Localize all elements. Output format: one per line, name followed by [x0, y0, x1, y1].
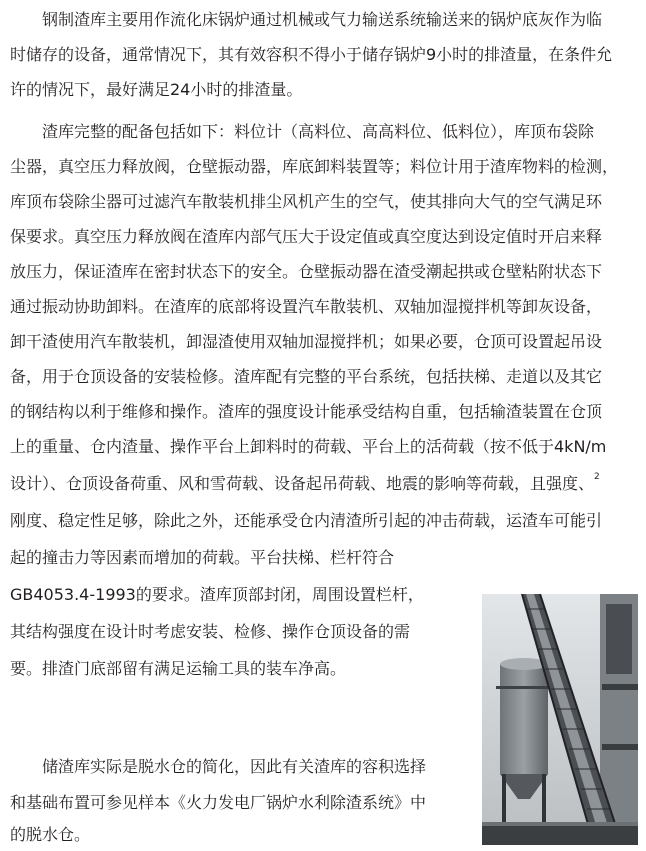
conveyor-silo-illustration: [482, 594, 638, 845]
paragraph-2-line-3: 库顶布袋除尘器可过滤汽车散装机排尘风机产生的空气，使其排向大气的空气满足环: [10, 192, 603, 211]
paragraph-3-line-2: 和基础布置可参见样本《火力发电厂锅炉水利除渣系统》中: [10, 793, 427, 812]
superscript-unit: 2: [594, 471, 600, 482]
paragraph-1-line-3: 许的情况下，最好满足24小时的排渣量。: [10, 80, 303, 99]
paragraph-2-line-16: 要。排渣门底部留有满足运输工具的装车净高。: [10, 659, 347, 678]
paragraph-2-line-9: 的钢结构以利于维修和操作。渣库的强度设计能承受结构自重，包括输渣装置在仓顶: [10, 402, 603, 421]
paragraph-1-line-1: 钢制渣库主要用作流化床锅炉通过机械或气力输送系统输送来的锅炉底灰作为临: [42, 10, 603, 29]
paragraph-2-line-13: 起的撞击力等因素而增加的荷载。平台扶梯、栏杆符合: [10, 548, 395, 567]
paragraph-2-line-4: 保要求。真空压力释放阀在渣库内部气压大于设定值或真空度达到设定值时开启来释: [10, 227, 603, 246]
paragraph-2-line-1: 渣库完整的配备包括如下：料位计（高料位、高高料位、低料位），库顶布袋除: [42, 122, 595, 141]
paragraph-2-line-11: [10, 469, 600, 499]
paragraph-2-line-2: 尘器，真空压力释放阀，仓壁振动器，库底卸料装置等；料位计用于渣库物料的检测，: [10, 157, 619, 176]
paragraph-2-line-14: GB4053.4-1993的要求。渣库顶部封闭，周围设置栏杆，: [10, 585, 424, 604]
paragraph-3-line-3: 的脱水仓。: [10, 825, 91, 844]
paragraph-2-line-6: 通过振动协助卸料。在渣库的底部将设置汽车散装机、双轴加湿搅拌机等卸灰设备，: [10, 297, 603, 316]
paragraph-2-line-15: 其结构强度在设计时考虑安装、检修、操作仓顶设备的需: [10, 622, 411, 641]
conveyor-silo-photo: [482, 594, 638, 845]
paragraph-2-line-5: 放压力，保证渣库在密封状态下的安全。仓壁振动器在渣受潮起拱或仓壁粘附状态下: [10, 262, 603, 281]
paragraph-2-line-11-text: 设计）、仓顶设备荷重、风和雪荷载、设备起吊荷载、地震的影响等荷载，且强度、: [10, 474, 595, 493]
paragraph-1-line-2: 时储存的设备，通常情况下，其有效容积不得小于储存锅炉9小时的排渣量，在条件允: [10, 45, 613, 64]
paragraph-2-line-8: 备，用于仓顶设备的安装检修。渣库配有完整的平台系统，包括扶梯、走道以及其它: [10, 367, 603, 386]
paragraph-3-line-1: 储渣库实际是脱水仓的简化，因此有关渣库的容积选择: [42, 757, 427, 776]
paragraph-2-line-12: 刚度、稳定性足够，除此之外，还能承受仓内清渣所引起的冲击荷载，运渣车可能引: [10, 511, 603, 530]
paragraph-2-line-10: 上的重量、仓内渣量、操作平台上卸料时的荷载、平台上的活荷载（按不低于4kN/m: [10, 437, 607, 456]
paragraph-2-line-7: 卸干渣使用汽车散装机，卸湿渣使用双轴加湿搅拌机；如果必要，仓顶可设置起吊设: [10, 332, 603, 351]
